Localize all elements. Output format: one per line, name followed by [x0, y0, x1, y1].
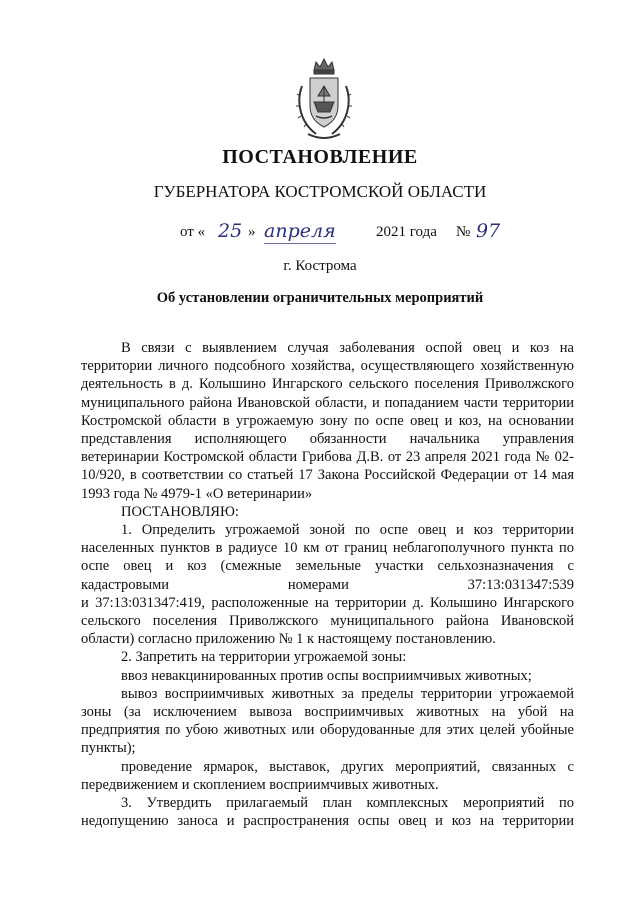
month-underline [264, 243, 336, 244]
intro-paragraph: В связи с выявлением случая заболевания оспой овец и коз на территории личного подсобного хозяйства, осуществляющего хозяйственную деятельность в д. Колышино Ингарского сельского поселения Приволжского муниципального района Ивановской области, и попаданием части территории Костромской области в угрожаемую зону по оспе овец и коз, на основании представления исполняющего обязанности начальника управления ветеринарии Костромской области Грибова Д.В. от 23 апреля 2021 года № 02-10/920, в соответствии со статьей 17 Закона Российской Федерации от 14 мая 1993 года № 4979-1 «О ветеринарии» [81, 340, 574, 502]
handwritten-number: 97 [476, 220, 501, 242]
cadastral-word: кадастровыми [81, 576, 170, 593]
number-sign: № [456, 224, 471, 240]
date-year: 2021 года [376, 224, 437, 240]
date-prefix: от « [180, 224, 206, 240]
document-heading: Об установлении ограничительных мероприятий [156, 290, 484, 306]
item-3: 3. Утвердить прилагаемый план комплексных мероприятий по недопущению заноса и распространения оспы овец и коз на территории [81, 795, 574, 830]
coat-of-arms-icon [294, 56, 354, 140]
date-line [180, 222, 520, 252]
item-1-rest: и 37:13:031347:419, расположенные на территории д. Колышино Ингарского сельского поселения Приволжского муниципального района Ивановской области) согласно приложению № 1 к настоящему постановлению. [81, 594, 574, 648]
item-2-a: ввоз невакцинированных против оспы восприимчивых животных; [121, 667, 532, 684]
decree-word: ПОСТАНОВЛЯЮ: [121, 503, 239, 520]
cadastral-number: 37:13:031347:539 [467, 576, 574, 593]
numbers-word: номерами [287, 576, 349, 593]
handwritten-month: апреля [264, 220, 336, 242]
document-body [81, 339, 574, 830]
handwritten-day: 25 [218, 220, 243, 242]
item-1-cadastral-line [81, 576, 574, 594]
city: г. Кострома [283, 258, 357, 274]
item-2-b: вывоз восприимчивых животных за пределы территории угрожаемой зоны (за исключением вывоза восприимчивых животных на убой на предприятия по убою животных или оборудованные для этих целей убойные пункты); [81, 685, 574, 757]
document-subtitle: ГУБЕРНАТОРА КОСТРОМСКОЙ ОБЛАСТИ [153, 182, 487, 201]
item-2: 2. Запретить на территории угрожаемой зоны: [121, 649, 407, 666]
date-mid: » [248, 224, 256, 240]
item-2-c: проведение ярмарок, выставок, других мероприятий, связанных с передвижением и скоплением восприимчивых животных. [81, 758, 574, 793]
item-1-start: 1. Определить угрожаемой зоной по оспе овец и коз территории населенных пунктов в радиусе 10 км от границ неблагополучного пункта по оспе овец и коз (смежные земельные участки сельхозназначения с [81, 522, 574, 575]
document-title: ПОСТАНОВЛЕНИЕ [222, 146, 418, 168]
